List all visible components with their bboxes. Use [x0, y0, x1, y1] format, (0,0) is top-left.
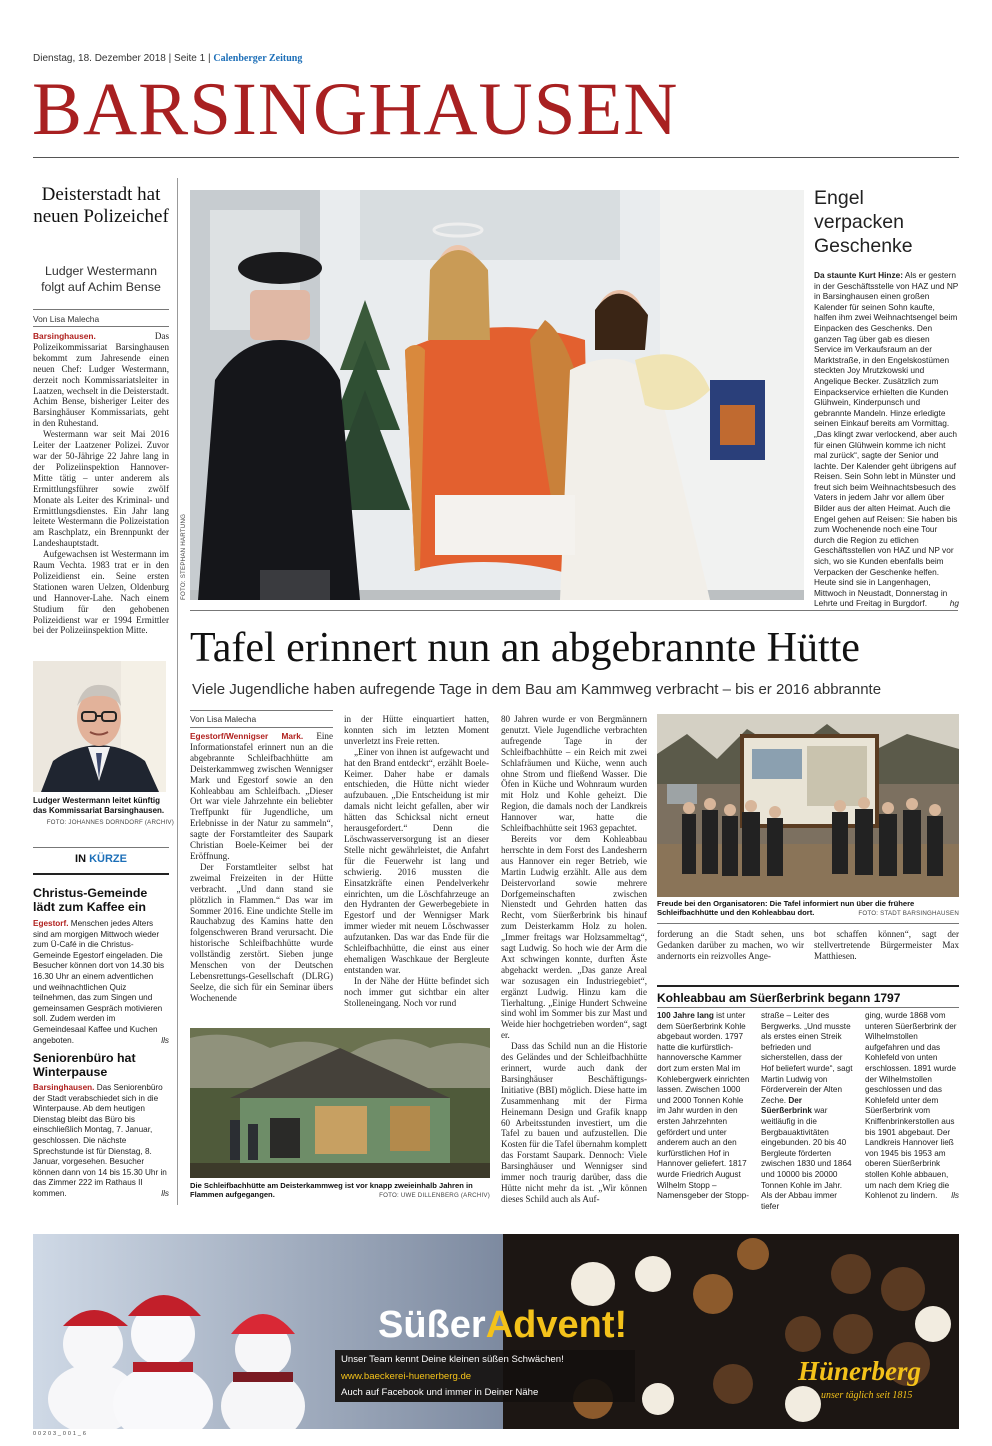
divider [190, 610, 958, 611]
tafel-col-2 [344, 714, 489, 1008]
lead-body [33, 331, 169, 636]
kurz-item-2 [33, 1083, 169, 1200]
divider [657, 1007, 959, 1008]
hut-photo [190, 1028, 490, 1178]
tafel-subhead: Viele Jugendliche haben aufregende Tage in dem Bau am Kammweg verbracht – bis er 2016 abbrannte [192, 681, 882, 698]
engel-body [814, 270, 959, 609]
tafel-col-3 [501, 714, 647, 1205]
kurz-headline-2: Seniorenbüro hat Winterpause [33, 1051, 136, 1079]
masthead: BARSINGHAUSEN [32, 68, 679, 151]
advertisement[interactable] [33, 1234, 959, 1429]
divider [190, 710, 333, 711]
hut-credit: FOTO: UWE DILLENBERG (ARCHIV) [379, 1192, 490, 1199]
tafel-dateline: Egestorf/Wennigser Mark. [190, 731, 304, 741]
lead-paragraph [33, 331, 169, 429]
tafel-paragraph [190, 731, 333, 862]
kohle-text-2: straße – Leiter des Bergwerks. „Und musste als erstes einen Streik befrieden und sicherstellen, dass der Hof beliefert wurde“, sagt Martin Ludwig von Förderverein der Alten Zeche. [761, 1011, 853, 1105]
ad-title-a: Süßer [378, 1304, 486, 1346]
divider [33, 309, 169, 310]
kohle-lead: 100 Jahre lang [657, 1011, 714, 1020]
westermann-caption: Ludger Westermann leitet künftig das Kommissariat Barsinghausen. [33, 796, 165, 815]
tafel-col-1 [190, 731, 333, 1004]
dateline-bar [33, 53, 302, 64]
kurz-item-1 [33, 919, 169, 1046]
ad-slogan: unser täglich seit 1815 [821, 1390, 913, 1401]
engel-lead: Da staunte Kurt Hinze: [814, 270, 903, 280]
ad-url[interactable]: www.baeckerei-huenerberg.de [341, 1371, 472, 1382]
kohle-text-2b: war weitläufig in die Bergbauaktivitäten eingebunden. 20 bis 40 Bergleute förderten zwischen 1830 und 1864 und 10000 bis 20000 Tonnen Kohle im Jahr. Als der Abbau immer tiefer [761, 1106, 852, 1211]
tafel-paragraph: 80 Jahren wurde er von Bergmännern genutzt. Viele Jugendliche verbrachten aufregende Tage in der Schleifbachhütte – ein Reich mit zwei Schlafräumen und Küche, wenn auch ohne Strom und fließend Wasser. Die Öfen in Küche und Wohnraum wurden mit Holz und Kohle geheizt. Die Region, die damals noch der Landkreis Hannover war, hatte die Schleifbachhütte seit 1963 gepachtet. [501, 714, 647, 834]
group-photo [657, 714, 959, 897]
kohle-subhead: Der Süerßerbrink [761, 1095, 812, 1116]
tafel-paragraph: in der Hütte einquartiert hatten, konnten sich im letzten Moment unverletzt ins Freie retten. [344, 714, 489, 746]
issue-date: Dienstag, 18. Dezember 2018 [33, 53, 166, 64]
divider [657, 985, 959, 987]
lead-headline: Deisterstadt hat neuen Polizeichef [33, 184, 169, 227]
westermann-photo [33, 661, 166, 792]
kohle-sig: lls [951, 1191, 959, 1201]
tafel-paragraph: Bereits vor dem Kohleabbau herrschte in dem Forst des Landesherrn aus Hannover ein reger Betrieb, wie Martin Ludwig erzählt. Alle aus dem Deistervorland sowie mehrere Dorfgemeinschaften zwischen Nienstedt und Gehrden hatten das Recht, vom Süerßerbrink bis hinauf zum Deisterkamm Holz zu holen. „Immer freitags war Holzsammeltag“, sagt Ludwig. So hoch wie der Arm die Axt schwingen konnte, durften Äste abgehackt werden. „Das ganze Areal war sozusagen ein Industriegebiet“, ergänzt Ludwig. Hinzu kam die Tierhaltung. „Einige Hundert Schweine sind wohl im Sommer bis zur Mast und Weide hier hochgetrieben worden“, sagt er. [501, 833, 647, 1041]
tafel-col-5: bot schaffen können“, sagt der stellvertretende Bürgermeister Max Matthiesen. [814, 929, 959, 961]
engel-text: Als er gestern in der Geschäftsstelle von HAZ und NP in Barsinghausen einen großen Kalender für seinen Sohn kaufte, halfen ihm zwei Weihnachtsengel beim Einpacken des Geschenks. Den ganzen Tag über gab es diesen Service im Verkaufsraum an der Marktstraße, in den Engelskostümen steckten Joy Mrutzkowski und Angelique Becker. Zusätzlich zum Einpackservice erhielten die Kunden Glühwein, Kinderpunsch und gebrannte Mandeln. Hinze erledigte seinen Einkauf bereits am Vormittag. „Das klingt zwar verlockend, aber auch für einen Glühwein komme ich nicht mal zurück“, sagte der Senior und lachte. Der Kalender geht übrigens auf Reisen. Sein Sohn lebt in Münster und freut sich beim Weihnachtsbesuch des Vaters in jedem Jahr vor allem über Bilder aus der alten Heimat. Auch die Engel gehen auf Reisen: Sie haben bis zum Wochenende noch eine Tour durch die Region zu etlichen Geschäftsstellen von HAZ und NP vor sich, wo sie Kunden ebenfalls beim Verpacken der Geschenke helfen. Heute sind sie in Langenhagen, Mittwoch in Neustadt, Donnerstag in Lehrte und Freitag in Burgdorf. [814, 270, 959, 609]
kurz-text-2: Das Seniorenbüro der Stadt verabschiedet sich in die Winterpause. Ab dem heutigen Dienstag bleibt das Büro bis einschließlich Montag, 7. Januar, geschlossen. Die nächste Sprechstunde ist für Dienstag, 8. Januar, vorgesehen. Besucher können dann von 14 bis 15.30 Uhr in das Zimmer 222 im Rathaus II kommen. [33, 1083, 167, 1198]
column-separator [177, 178, 178, 1205]
in-kuerze-label [33, 853, 169, 865]
kohle-text-1: ist unter dem Süerßerbrink Kohle abgebaut worden. 1797 hatte die kurfürstlich-hannoversche Kammer dort zum ersten Mal im Kohlebergwerk einrichten lassen. Zwischen 1000 und 2000 Tonnen Kohle im Jahr wurden in den ersten Jahrzehnten gefördert und unter anderem auch an den kurfürstlichen Hof in Hannover geliefert. 1817 wurde Friedrich August Wilhelm Stopp – Namensgeber der Stopp- [657, 1011, 750, 1201]
tafel-paragraph: Der Forstamtleiter selbst hat zweimal Freizeiten in der Hütte verbracht. „Und dann stand sie plötzlich in Flammen.“ Das war im Sommer 2016. Eine undichte Stelle im Rauchabzug des Kamins hatte den folgenschweren Brand verursacht. Die historische Schleifbachhütte wurde vollständig zerstört. Sieben junge Menschen von der Deutschen Lebensrettungs-Gesellschaft (DLRG) Seelze, die sich für ein Seminar übers Wochenende [190, 861, 333, 1003]
ad-brand-logo: Hünerberg [798, 1356, 922, 1386]
kurz-dateline-1: Egestorf. [33, 919, 69, 928]
divider [33, 847, 169, 848]
kohle-headline: Kohleabbau am Süerßerbrink begann 1797 [657, 991, 901, 1005]
paper-name: Calenberger Zeitung [213, 53, 303, 64]
tafel-paragraph: In der Nähe der Hütte befindet sich noch immer gut sichtbar ein alter Stolleneingang. Noch vor rund [344, 975, 489, 1008]
ad-title-b: Advent! [485, 1304, 628, 1346]
divider [33, 873, 169, 875]
engel-headline: Engel verpacken Geschenke [814, 187, 913, 257]
kohle-col-2 [761, 1011, 855, 1212]
ad-line-1: Unser Team kennt Deine kleinen süßen Schwächen! [341, 1354, 564, 1365]
hut-caption: Die Schleifbachhütte am Deisterkammweg ist vor knapp zweieinhalb Jahren in Flammen aufgegangen. [190, 1181, 473, 1200]
divider [190, 727, 333, 728]
kohle-col-1 [657, 1011, 751, 1202]
kurz-headline-1: Christus-Gemeinde lädt zum Kaffee ein [33, 886, 148, 914]
in-kuerze-in: IN [75, 853, 87, 865]
kurz-sig-2: lls [161, 1188, 169, 1198]
masthead-rule [33, 157, 959, 158]
lead-subhead: Ludger Westermann folgt auf Achim Bense [41, 264, 161, 294]
tafel-paragraph-text: Eine Informationstafel erinnert nun an die abgebrannte Schleifbachhütte am Deisterkammweg zwischen Wennigser Mark und Egestorf sowie an den Kohleabbau am Schleifbach. „Dieser Ort war viele Jahrzehnte ein beliebter Treffpunkt für Jugendliche, um Erlebnisse in der Natur zu sammeln“, sagte der Forstamtleiter des Saupark Christian Boele-Keimer bei der Eröffnung. [190, 731, 333, 861]
tafel-paragraph: Dass das Schild nun an die Historie des Geländes und der Schleifbachhütte erinnert, wurde auch dank der Barsinghäuser Beschäftigungs-Initiative (BBI) möglich. Diese hatte im Zusammenhang mit der Firma Heinemann Design und Grafik knapp 60 Arbeitsstunden investiert, um die Tafel zu bauen und aufzustellen. Die Kosten für die Tafel übernahm komplett das Forstamt Saupark. Dennoch: Viele Barsinghäuser und Wennigser sind immer noch traurig darüber, dass die Hütte nicht mehr da ist. „Wir können dieses Schild auch als Auf- [501, 1041, 647, 1204]
kurz-sig-1: lls [161, 1035, 169, 1045]
lead-paragraph-text: Das Polizeikommissariat Barsinghausen bekommt zum Jahresende einen neuen Chef: Ludger Westermann, derzeit noch Kommissariatsleiter in Laatzen, wechselt in die Deisterstadt. Achim Bense, bisheriger Leiter des Barsinghäuser Kommissariats, geht in den Ruhestand. [33, 331, 169, 429]
ad-line-3: Auch auf Facebook und immer in Deiner Nähe [341, 1387, 539, 1398]
lead-paragraph: Westermann war seit Mai 2016 Leiter der Laatzener Polizei. Zuvor war der 50-Jährige 22 Jahre lang in der Polizeiinspektion Hannover-Mitte tätig – unter anderem als Ermittlungsführer sowie zwölf Monate als Leiter des Kriminal- und Ermittlungsdienstes. Ein Jahr lang leitete Westermann die Polizeistation am Raschplatz, ein Brennpunkt der Landeshauptstadt. [33, 429, 169, 549]
kohle-col-3 [865, 1011, 959, 1202]
engel-sig: hg [949, 598, 959, 609]
divider [657, 923, 959, 924]
kurz-dateline-2: Barsinghausen. [33, 1083, 95, 1092]
lead-byline: Von Lisa Malecha [33, 314, 100, 324]
lead-paragraph: Aufgewachsen ist Westermann im Raum Vechta. 1983 trat er in den Polizeidienst ein. Seine ersten Stationen waren Uelzen, Oldenburg und Hannover-Lahe. Nach einem Studium für den gehobenen Polizeidienst war er 1994 Ermittler bei der Polizeiinspektion Mitte. [33, 549, 169, 636]
ad-title [378, 1304, 627, 1346]
separator: | [168, 53, 175, 64]
angels-photo [190, 190, 804, 600]
tafel-col-4: forderung an die Stadt sehen, uns Gedanken darüber zu machen, wo wir andernorts ein reizvolles Ange- [657, 929, 804, 961]
in-kuerze-kuerze: KÜRZE [89, 853, 127, 865]
westermann-credit: FOTO: JOHANNES DORNDORF (ARCHIV) [46, 819, 174, 826]
kohle-text-3: ging, wurde 1868 vom unteren Süerßerbrink der Wilhelmstollen aufgefahren und das Kohlefeld von unten erschlossen. 1891 wurde der Wilhelmstollen geschlossen und das Kohlefeld unter dem Süerßerbrink vom Kniffenbrinkerstollen aus bis 1901 abgebaut. Der Landkreis Hannover ließ von 1945 bis 1953 am oberen Süerßerbrink stollen Kohle abbauen, um nach dem Krieg die Kohlenot zu lindern. [865, 1011, 957, 1201]
angels-photo-credit: FOTO: STEPHAN HARTUNG [180, 513, 187, 600]
separator: | [207, 53, 214, 64]
ad-code: 0 0 2 0 3 _ 0 0 1 _ 6 [33, 1431, 87, 1437]
tafel-headline: Tafel erinnert nun an abgebrannte Hütte [190, 625, 860, 671]
tafel-paragraph: „Einer von ihnen ist aufgewacht und hat den Brand entdeckt“, erzählt Boele-Keimer. Daher habe er damals entschieden, die Hütte nicht wieder aufzubauen. „Die Entscheidung ist mir damals nicht leicht gefallen, aber wir hätten das Schicksal nicht erneut herausgefordert.“ Denn die Löschwasserversorgung ist an dieser Stelle nicht gewährleistet, die Anfahrt für die Feuerwehr ist lang und schwierig. 2016 mussten die Einsatzkräfte einen Pendelverkehr einrichten, um die Löschfahrzeuge an den Hydranten der Gewerbegebiete in Egestorf und der Wennigser Mark immer wieder mit neuem Löschwasser aufzutanken. Das war das Ende für die Schleifbachhütte, die einst aus einer ehemaligen Waschkaue der Bergleute entstanden war. [344, 746, 489, 975]
group-caption: Freude bei den Organisatoren: Die Tafel informiert nun über die frühere Schleifbachhütte und den Kohleabbau dort. [657, 899, 915, 918]
kurz-text-1: Menschen jedes Alters sind am morgigen Mittwoch wieder zum Ü-Café in die Christus-Gemeinde Egestorf eingeladen. Die Besucher können dort von 14.30 bis 16.30 Uhr an einem adventlichen und weihnachtlichen Quiz teilnehmen, das zum Singen und gemeinsamen Gespräch motivieren soll. Zudem werden im Gemeindesaal Kaffee und Kuchen angeboten. [33, 919, 165, 1045]
page-number: Seite 1 [174, 53, 206, 64]
lead-dateline: Barsinghausen. [33, 331, 96, 341]
tafel-byline: Von Lisa Malecha [190, 714, 257, 724]
divider [33, 326, 169, 327]
group-credit: FOTO: STADT BARSINGHAUSEN [858, 910, 959, 917]
